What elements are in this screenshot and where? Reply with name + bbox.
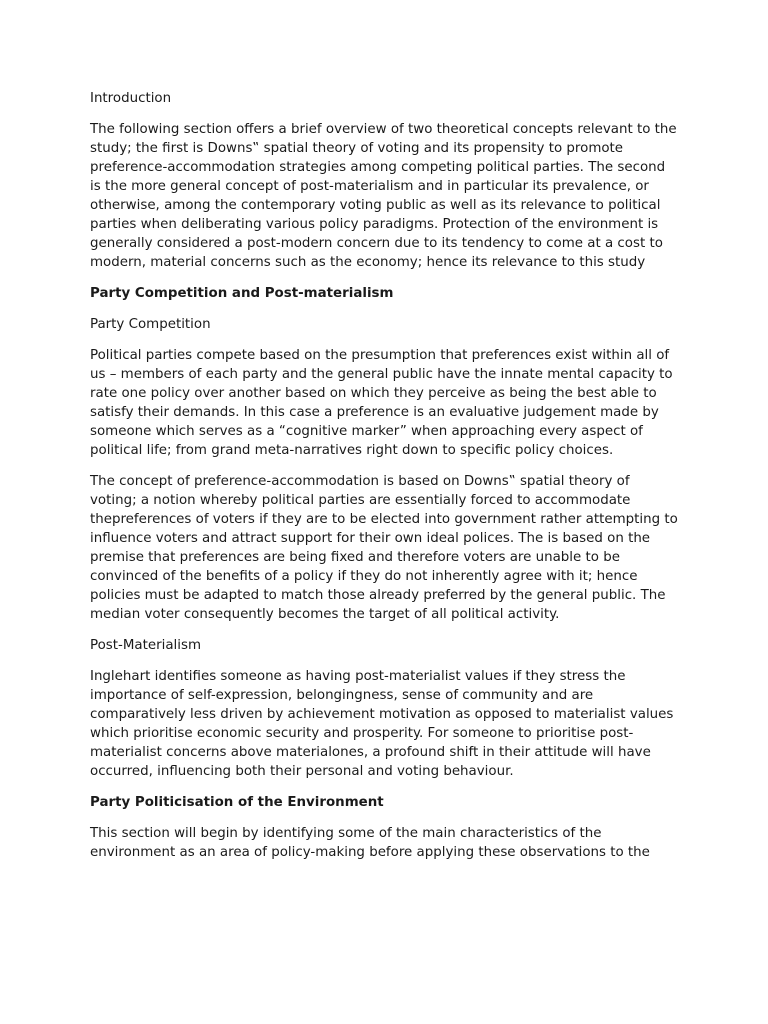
party-competition-paragraph-1: Political parties compete based on the presumption that preferences exist within all of us – members of each party and the general public have the innate mental capacity to rate one policy over another based on which they perceive as being the best able to satisfy their demands. In this case a preference is an evaluative judgement made by someone which serves as a “cognitive marker” when approaching every aspect of political life; from grand meta-narratives right down to specific policy choices. xyxy=(90,348,673,458)
party-politicisation-environment-paragraph: This section will begin by identifying some of the main characteristics of the environment as an area of policy-making before applying these observations to the xyxy=(90,826,650,860)
party-competition-post-materialism-heading: Party Competition and Post-materialism xyxy=(90,286,394,301)
post-materialism-paragraph: Inglehart identifies someone as having post-materialist values if they stress the importance of self-expression, belongingness, sense of community and are comparatively less driven by achievement motivation as opposed to materialist values which prioritise economic security and prosperity. For someone to prioritise post-materialist concerns above materialones, a profound shift in their attitude will have occurred, influencing both their personal and voting behaviour. xyxy=(90,669,674,779)
document-page xyxy=(90,89,680,874)
intro-paragraph: The following section offers a brief overview of two theoretical concepts relevant to the study; the first is Downs‟ spatial theory of voting and its propensity to promote preference-accommodation strategies among competing political parties. The second is the more general concept of post-materialism and in particular its prevalence, or otherwise, among the contemporary voting public as well as its relevance to political parties when deliberating various policy paradigms. Protection of the environment is generally considered a post-modern concern due to its tendency to come at a cost to modern, material concerns such as the economy; hence its relevance to this study xyxy=(90,122,677,270)
party-politicisation-environment-heading: Party Politicisation of the Environment xyxy=(90,795,384,810)
party-competition-paragraph-2: The concept of preference-accommodation is based on Downs‟ spatial theory of voting; a notion whereby political parties are essentially forced to accommodate thepreferences of voters if they are to be elected into government rather attempting to influence voters and attract support for their own ideal polices. The is based on the premise that preferences are being fixed and therefore voters are unable to be convinced of the benefits of a policy if they do not inherently agree with it; hence policies must be adapted to match those already preferred by the general public. The median voter consequently becomes the target of all political activity. xyxy=(90,474,678,622)
post-materialism-subheading: Post-Materialism xyxy=(90,638,201,653)
party-competition-subheading: Party Competition xyxy=(90,317,211,332)
intro-heading: Introduction xyxy=(90,91,172,106)
